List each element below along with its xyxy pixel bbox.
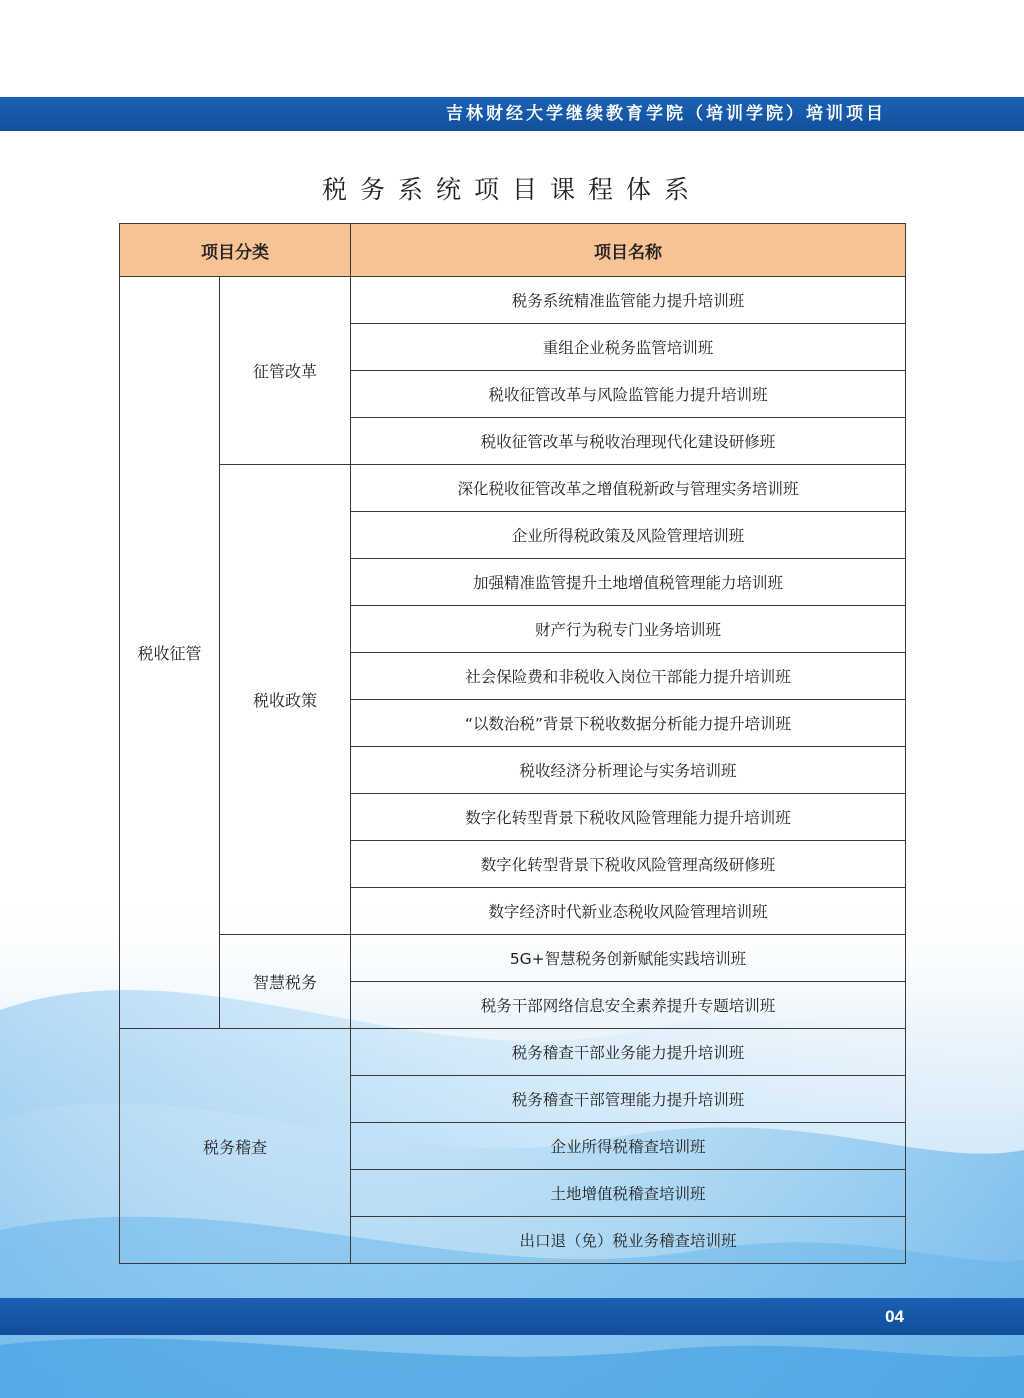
course-name: 出口退（免）税业务稽查培训班 [351,1217,906,1264]
course-name: 企业所得税政策及风险管理培训班 [351,512,906,559]
table-header-row [120,224,906,277]
course-name: “以数治税”背景下税收数据分析能力提升培训班 [351,700,906,747]
course-name: 深化税收征管改革之增值税新政与管理实务培训班 [351,465,906,512]
course-name: 税务系统精准监管能力提升培训班 [351,277,906,324]
header-band-title: 吉林财经大学继续教育学院（培训学院）培训项目 [446,104,886,124]
subgroup-label-admin-reform: 征管改革 [220,277,351,465]
page-title: 税务系统项目课程体系 [321,175,702,204]
course-name: 加强精准监管提升土地增值税管理能力培训班 [351,559,906,606]
header-name: 项目名称 [351,224,906,277]
table-row [120,1029,906,1076]
course-name: 税收征管改革与风险监管能力提升培训班 [351,371,906,418]
course-name: 税务稽查干部业务能力提升培训班 [351,1029,906,1076]
course-table [119,223,906,1264]
subgroup-label-tax-policy: 税收政策 [220,465,351,935]
page-number: 04 [885,1307,904,1326]
course-name: 税务稽查干部管理能力提升培训班 [351,1076,906,1123]
course-name: 税收经济分析理论与实务培训班 [351,747,906,794]
header-category: 项目分类 [120,224,351,277]
course-name: 企业所得税稽查培训班 [351,1123,906,1170]
course-name: 社会保险费和非税收入岗位干部能力提升培训班 [351,653,906,700]
course-name: 数字经济时代新业态税收风险管理培训班 [351,888,906,935]
course-name: 数字化转型背景下税收风险管理高级研修班 [351,841,906,888]
subgroup-label-smart-tax: 智慧税务 [220,935,351,1029]
group-label-tax-audit: 税务稽查 [120,1029,351,1264]
course-name: 数字化转型背景下税收风险管理能力提升培训班 [351,794,906,841]
header-band [0,97,1024,131]
course-name: 税务干部网络信息安全素养提升专题培训班 [351,982,906,1029]
footer-band [0,1298,1024,1335]
course-name: 财产行为税专门业务培训班 [351,606,906,653]
group-label-tax-admin: 税收征管 [120,277,220,1029]
course-name: 重组企业税务监管培训班 [351,324,906,371]
table-row [120,465,906,512]
course-name: 土地增值税稽查培训班 [351,1170,906,1217]
table-row [120,277,906,324]
course-name: 税收征管改革与税收治理现代化建设研修班 [351,418,906,465]
table-row [120,935,906,982]
course-name: 5G+智慧税务创新赋能实践培训班 [351,935,906,982]
